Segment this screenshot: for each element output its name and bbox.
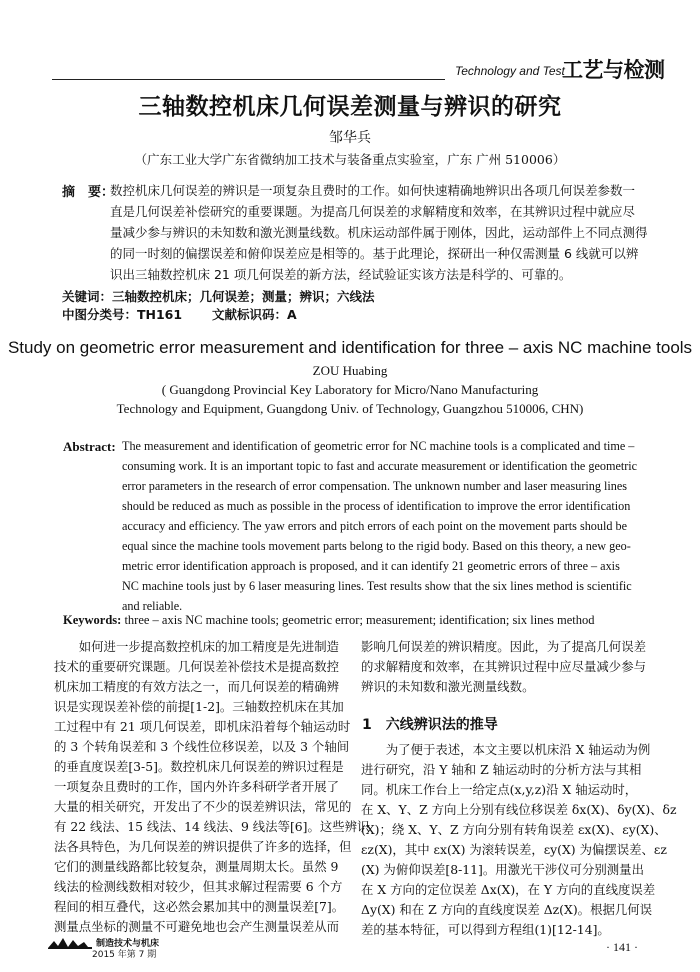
keywords-cn: 关键词：三轴数控机床；几何误差；测量；辨识；六线法 xyxy=(62,289,375,304)
body-left-line: 大量的相关研究，开发出了不少的误差辨识法，常见的 xyxy=(54,799,352,814)
abstract-cn-label: 摘 要： xyxy=(62,185,115,200)
abstract-en-line: consuming work. It is an important topic to fast and accurate measurement or identification the geometric xyxy=(122,459,638,473)
body-right-line: 在 X 方向的定位误差 Δx(X)，在 Y 方向的直线度误差 xyxy=(361,882,656,897)
body-left-line: 有 22 线法、15 线法、14 线法、9 线法等[6]。这些辨识 xyxy=(54,819,370,834)
affiliation-en-line-2: Technology and Equipment, Guangdong Univ. of Technology, Guangzhou 510006, CHN) xyxy=(116,401,584,416)
body-right-line: 的求解精度和效率，在其辨识过程中应尽量减少参与 xyxy=(361,659,646,674)
body-left-line: 如何进一步提高数控机床的加工精度是先进制造 xyxy=(54,639,339,654)
issue-date: 2015 年第 7 期 xyxy=(92,950,157,960)
body-right-line: εz(X)，其中 εx(X) 为滚转误差，εy(X) 为偏摆误差、εz xyxy=(361,842,667,857)
paper-title-en: Study on geometric error measurement and identification for three – axis NC machine tools xyxy=(7,338,693,357)
section-title: 六线辨识法的推导 xyxy=(385,717,498,733)
author-en: ZOU Huabing xyxy=(312,363,388,378)
header-rule xyxy=(52,79,445,80)
abstract-cn-line: 识出三轴数控机床 21 项几何误差的新方法，经试验证实该方法是科学的、可靠的。 xyxy=(110,267,572,282)
classification-code: 中图分类号：TH161 xyxy=(62,307,183,322)
body-left-line: 它们的测量线路都比较复杂，测量周期太长。虽然 9 xyxy=(54,859,339,874)
abstract-cn-line: 数控机床几何误差的辨识是一项复杂且费时的工作。如何快速精确地辨识出各项几何误差参数一 xyxy=(110,183,636,198)
keywords-en-label: Keywords: xyxy=(63,613,122,627)
document-code: 文献标识码：A xyxy=(212,307,297,322)
body-left-line: 的垂直度误差[3-5]。数控机床几何误差的辨识过程是 xyxy=(54,759,344,774)
section-number: 1 xyxy=(362,717,372,733)
body-right-line: 差的基本特征，可以得到方程组(1)[12-14]。 xyxy=(361,922,610,937)
body-right-line: Δy(X) 和在 Z 方向的直线度误差 Δz(X)。根据几何误 xyxy=(361,902,653,917)
body-left-line: 技术的重要研究课题。几何误差补偿技术是提高数控 xyxy=(54,659,339,674)
keywords-en-text: three – axis NC machine tools; geometric error; measurement; identification; six lines method xyxy=(124,613,595,627)
body-left-line: 工过程中有 21 项几何误差，即机床沿着每个轴运动时 xyxy=(54,719,351,734)
abstract-en-line: equal since the machine tools movement parts belong to the rigid body. Based on this theory, a new geo- xyxy=(122,539,631,553)
page-number: · 141 · xyxy=(606,940,638,954)
publication-name: 制造技术与机床 xyxy=(96,939,160,949)
abstract-en-line: metric error identification approach is proposed, and it can identify 21 geometric errors of three – axis xyxy=(122,559,620,573)
abstract-en-line: accuracy and efficiency. The yaw errors and pitch errors of each point on the movement parts should be xyxy=(122,519,628,533)
abstract-en-line: NC machine tools just by 6 laser measuring lines. Test results show that the six lines method is scientific xyxy=(122,579,632,593)
abstract-en-line: should be reduced as much as possible in the process of identification to improve the error identification xyxy=(122,499,631,513)
journal-name-cn: 工艺与检测 xyxy=(562,58,665,82)
abstract-en-line: The measurement and identification of geometric error for NC machine tools is a complicated and time – xyxy=(122,439,635,453)
body-right-line: (X) 为俯仰误差[8-11]。用激光干涉仪可分别测量出 xyxy=(361,862,644,877)
body-right-line: 同。机床工作台上一给定点(x,y,z)沿 X 轴运动时， xyxy=(361,782,638,797)
body-left-line: 测量点坐标的测量不可避免地也会产生测量误差从而 xyxy=(54,919,339,934)
affiliation-cn: （广东工业大学广东省微纳加工技术与装备重点实验室，广东 广州 510006） xyxy=(134,152,566,167)
body-left-line: 一项复杂且费时的工作，国内外许多科研学者开展了 xyxy=(54,779,339,794)
abstract-cn-line: 直是几何误差补偿研究的重要课题。为提高几何误差的求解精度和效率，在其辨识过程中就应尽 xyxy=(110,204,636,219)
body-right-line: 进行研究，沿 Y 轴和 Z 轴运动时的分析方法与其相 xyxy=(361,762,642,777)
abstract-cn-line: 量减少参与辨识的未知数和激光测量线数。机床运动部件属于刚体，因此，运动部件上不同点测得 xyxy=(110,225,648,240)
body-right-line: (X)；绕 X、Y、Z 方向分别有转角误差 εx(X)、εy(X)、 xyxy=(361,822,667,837)
body-right-line: 辨识的未知数和激光测量线数。 xyxy=(361,679,535,694)
abstract-en-label: Abstract: xyxy=(63,439,116,454)
body-left-line: 法各具特色，为几何误差的辨识提供了许多的选择，但 xyxy=(54,839,352,854)
body-left-line: 机床加工精度的有效方法之一，而几何误差的精确辨 xyxy=(54,679,339,694)
paper-title-cn: 三轴数控机床几何误差测量与辨识的研究 xyxy=(138,94,562,120)
abstract-en-line: and reliable. xyxy=(122,599,183,613)
body-left-line: 线法的检测线数相对较少，但其求解过程需要 6 个方 xyxy=(54,879,343,894)
body-left-line: 的 3 个转角误差和 3 个线性位移误差，以及 3 个轴间 xyxy=(54,739,350,754)
body-left-line: 识是实现误差补偿的前提[1-2]。三轴数控机床在其加 xyxy=(54,699,344,714)
keywords-en xyxy=(63,613,594,628)
author-cn: 邹华兵 xyxy=(329,130,371,146)
body-right-line: 在 X、Y、Z 方向上分别有线位移误差 δx(X)、δy(X)、δz xyxy=(361,802,677,817)
body-right-line: 为了便于表述，本文主要以机床沿 X 轴运动为例 xyxy=(361,742,651,757)
abstract-cn-line: 的同一时刻的偏摆误差和俯仰误差应是相等的。基于此理论，探研出一种仅需测量 6 线就可以辨 xyxy=(110,246,639,261)
affiliation-en-line-1: ( Guangdong Provincial Key Laboratory for Micro/Nano Manufacturing xyxy=(161,382,539,397)
section-heading xyxy=(362,714,498,734)
journal-name-en: Technology and Test xyxy=(455,64,565,78)
body-right-line: 影响几何误差的辨识精度。因此，为了提高几何误差 xyxy=(361,639,646,654)
body-left-line: 程间的相互叠代，这必然会累加其中的测量误差[7]。 xyxy=(54,899,345,914)
abstract-en-line: error parameters in the research of error compensation. The unknown number and laser measuring lines xyxy=(122,479,628,493)
